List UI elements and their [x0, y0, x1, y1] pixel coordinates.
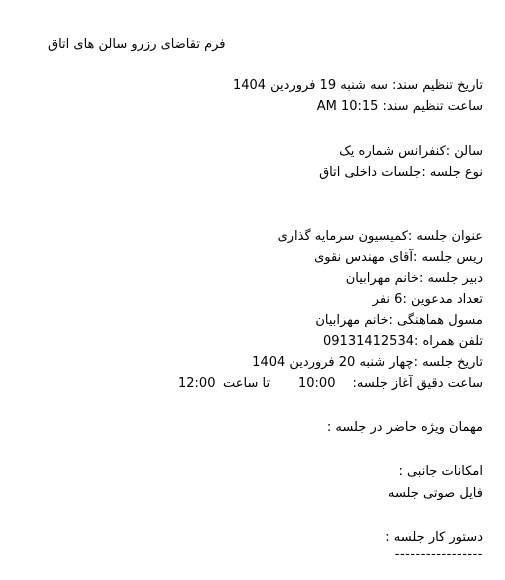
- mobile-phone: تلفن همراه :09131412534: [323, 334, 483, 349]
- coordinator: مسول هماهنگی :خانم مهرابیان: [315, 313, 483, 328]
- meeting-subject: عنوان جلسه :کمیسیون سرمایه گذاری: [277, 229, 483, 244]
- agenda-label: دستور کار جلسه :: [385, 530, 483, 545]
- start-time-label: ساعت دقیق آغاز جلسه:: [352, 376, 483, 391]
- document-time: ساعت تنظیم سند: AM 10:15: [316, 99, 483, 114]
- agenda-divider: -----------------: [394, 547, 483, 562]
- form-title: فرم تقاضای رزرو سالن های اتاق: [48, 37, 226, 52]
- until-label: تا ساعت: [223, 376, 271, 391]
- facilities-label: امکانات جانبی :: [398, 464, 483, 479]
- end-time-value: 12:00: [178, 376, 216, 391]
- start-time-value: 10:00: [298, 376, 336, 391]
- special-guests-label: مهمان ویژه حاضر در جلسه :: [326, 420, 483, 435]
- meeting-date: تاریخ جلسه :چهار شنبه 20 فروردین 1404: [252, 355, 483, 370]
- facilities-value: فایل صوتی جلسه: [387, 486, 483, 501]
- hall-name: سالن :کنفرانس شماره یک: [339, 144, 483, 159]
- meeting-type: نوع جلسه :جلسات داخلی اتاق: [319, 165, 483, 180]
- invitee-count: تعداد مدعوین :6 نفر: [372, 292, 483, 307]
- meeting-secretary: دبیر جلسه :خانم مهرابیان: [345, 271, 483, 286]
- meeting-chair: ریس جلسه :آقای مهندس نقوی: [314, 250, 483, 265]
- document-date: تاریخ تنظیم سند: سه شنبه 19 فروردین 1404: [232, 78, 483, 93]
